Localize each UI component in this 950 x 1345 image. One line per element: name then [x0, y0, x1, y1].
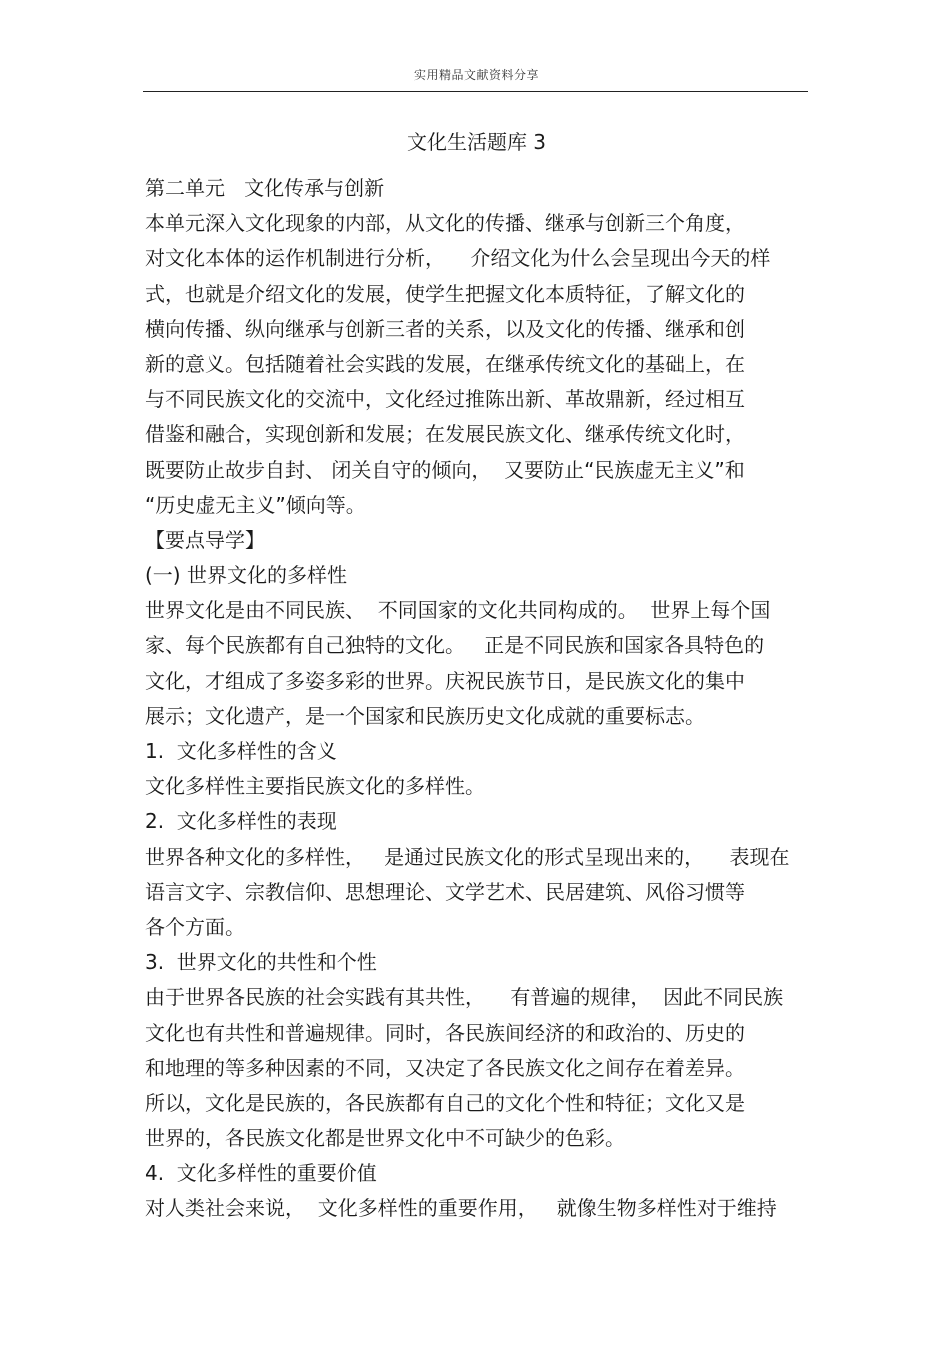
text-line: 对人类社会来说， 文化多样性的重要作用， 就像生物多样性对于维持: [145, 1196, 777, 1221]
document-body: [145, 171, 810, 1227]
text-line: 文化也有共性和普遍规律。同时，各民族间经济的和政治的、历史的: [145, 1020, 745, 1045]
text-line: 文化，才组成了多姿多彩的世界。庆祝民族节日，是民族文化的集中: [145, 668, 745, 693]
page-header: 实用精品文献资料分享: [413, 68, 539, 82]
text-line: 借鉴和融合，实现创新和发展；在发展民族文化、继承传统文化时，: [145, 422, 745, 447]
text-line: 第二单元 文化传承与创新: [145, 176, 385, 200]
header-rule: [143, 91, 808, 92]
text-line: “历史虚无主义”倾向等。: [145, 492, 366, 517]
text-line: 1. 文化多样性的含义: [145, 739, 337, 763]
text-line: 【要点导学】: [145, 527, 265, 552]
text-line: 横向传播、纵向继承与创新三者的关系，以及文化的传播、继承和创: [145, 316, 745, 341]
text-line: 展示；文化遗产，是一个国家和民族历史文化成就的重要标志。: [145, 703, 705, 728]
text-line: 式，也就是介绍文化的发展，使学生把握文化本质特征，了解文化的: [145, 281, 745, 306]
text-line: 2. 文化多样性的表现: [145, 809, 337, 834]
text-line: 4. 文化多样性的重要价值: [145, 1161, 377, 1186]
text-line: 各个方面。: [145, 914, 245, 939]
text-line: 世界各种文化的多样性， 是通过民族文化的形式呈现出来的， 表现在: [145, 844, 790, 869]
text-line: (一) 世界文化的多样性: [145, 563, 347, 588]
text-line: 本单元深入文化现象的内部，从文化的传播、继承与创新三个角度，: [145, 211, 745, 236]
text-line: 和地理的等多种因素的不同，又决定了各民族文化之间存在着差异。: [145, 1055, 745, 1080]
text-line: 语言文字、宗教信仰、思想理论、文学艺术、民居建筑、风俗习惯等: [145, 879, 745, 904]
text-line: 世界文化是由不同民族、 不同国家的文化共同构成的。 世界上每个国: [145, 598, 771, 623]
text-line: 新的意义。包括随着社会实践的发展，在继承传统文化的基础上，在: [145, 351, 745, 376]
text-line: 由于世界各民族的社会实践有其共性， 有普遍的规律， 因此不同民族: [145, 985, 784, 1010]
text-line: 3. 世界文化的共性和个性: [145, 950, 377, 975]
text-line: 文化多样性主要指民族文化的多样性。: [145, 774, 485, 799]
text-line: 既要防止故步自封、 闭关自守的倾向， 又要防止“民族虚无主义”和: [145, 457, 745, 482]
text-line: 对文化本体的运作机制进行分析， 介绍文化为什么会呈现出今天的样: [145, 246, 771, 271]
text-line: 与不同民族文化的交流中，文化经过推陈出新、革故鼎新，经过相互: [145, 387, 745, 412]
document-title: 文化生活题库 3: [406, 130, 547, 154]
text-line: 世界的，各民族文化都是世界文化中不可缺少的色彩。: [145, 1126, 625, 1151]
text-line: 家、每个民族都有自己独特的文化。 正是不同民族和国家各具特色的: [145, 633, 765, 658]
text-line: 所以，文化是民族的，各民族都有自己的文化个性和特征；文化又是: [145, 1090, 745, 1115]
